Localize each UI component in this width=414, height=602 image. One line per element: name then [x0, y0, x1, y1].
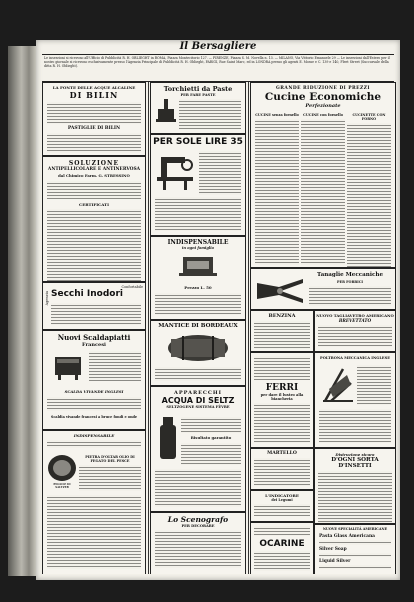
ferri-text: [254, 403, 310, 443]
bilin-text: [47, 102, 141, 124]
column-divider-1: [148, 82, 149, 574]
poltrona-ad: [314, 352, 396, 448]
certificati-heading: CERTIFICATI: [79, 202, 109, 207]
sewing-machine-icon: [155, 151, 195, 191]
tagliavetro-heading: NUOVO TAGLIAVETRO AMERICANO: [316, 313, 394, 318]
ocarine-top-text: [254, 526, 310, 536]
risultato-label: Risultato garantito: [190, 435, 232, 440]
poltrona-side-text: [357, 365, 391, 405]
cucine-column-a: [255, 113, 299, 265]
bilin-name: DI BILIN: [69, 90, 119, 100]
ocarine-ad: [250, 522, 314, 574]
indispensabile-subheading: in ogni famiglia: [182, 246, 214, 250]
tanaglie-text: [309, 286, 391, 306]
sole-35-heading: PER SOLE LIRE 35: [153, 137, 243, 147]
apparecchi-heading: APPARECCHI: [174, 390, 222, 396]
distruzione-heading: Distruzione sicura: [335, 452, 375, 457]
martello-ad: [250, 448, 314, 490]
pastiglie-text: [47, 133, 141, 153]
dei-legumi-label: dei Legumi: [271, 498, 293, 502]
certificati-text: [47, 209, 141, 282]
scenografo-heading: Lo Scenografo: [167, 515, 229, 524]
scaldapiatti-ad: [42, 330, 146, 430]
scenografo-text: [155, 530, 241, 568]
deck-chair-icon: [321, 365, 355, 405]
seltz-text: [181, 417, 241, 433]
insetti-ad: [314, 448, 396, 524]
acqua-seltz-heading: ACQUA DI SELTZ: [161, 396, 235, 405]
scalda-vivande-text: [47, 397, 141, 411]
soluzione-text: [47, 181, 141, 199]
cucine-column-c-prices: [347, 123, 391, 268]
scalda-caption: Scaldia vivande francesi a bruce fondi e onde: [50, 415, 138, 419]
pasta-glass-label: Pasta Glass Americana: [319, 534, 376, 539]
scaldapiatti-heading: Nuovi Scaldapiatti: [57, 333, 131, 342]
bellows-barrel-icon: [165, 333, 231, 363]
dish-warmer-illustration-icon: [53, 351, 85, 381]
siphon-bottle-icon: [157, 417, 179, 461]
specialita-heading: NUOVE SPECIALITÀ AMERICANE: [322, 527, 388, 531]
column-left: [42, 82, 146, 574]
scenografo-subheading: PER DECORARE: [181, 524, 215, 528]
martello-heading: MARTELLO: [267, 451, 297, 456]
fegato-ad: [42, 430, 146, 574]
benzina-text: [254, 321, 310, 349]
sole-35-side-text: [199, 151, 241, 195]
ferri-ad: [250, 352, 314, 448]
sole-35-text: [155, 197, 241, 231]
insetti-heading: D'OGNI SORTA D'INSETTI: [331, 457, 379, 469]
liquid-silver-label: Liquid Silver: [319, 559, 351, 564]
portable-stove-icon: [175, 253, 221, 283]
torchietti-subheading: PER FARE PASTE: [180, 93, 216, 97]
insetti-text: [318, 471, 392, 523]
tagliavetro-ad: [314, 310, 396, 352]
ocarine-text: [254, 551, 310, 571]
indicatore-ad: [250, 490, 314, 522]
bilin-heading: LA FONTE DELLE ACQUE ALCALINE: [52, 85, 136, 90]
riduzione-heading: GRANDE RIDUZIONE DI PREZZI: [276, 86, 370, 91]
fegato-intro-text: [47, 440, 141, 448]
cucine-subheading: Perfezionate: [305, 103, 341, 109]
tanaglie-ad: [250, 268, 396, 310]
pillole-badge-label: PILLOLE DI SALTZER: [53, 483, 71, 489]
poltrona-heading: POLTRONA MECCANICA INGLESE: [320, 356, 390, 360]
torchietti-ad: [150, 82, 246, 134]
cucine-column-a-prices: [255, 119, 299, 265]
cucine-ad: [250, 82, 396, 268]
scaldapiatti-text: [89, 351, 141, 381]
silver-soap-text: [319, 553, 391, 557]
book-binding: [8, 46, 38, 576]
masthead: Il Bersagliere: [179, 41, 257, 52]
indispensabile-price: Prezzo L. 50: [184, 285, 212, 290]
soluzione-ad: [42, 156, 146, 282]
soluzione-subheading: ANTIPELLICOLARE E ANTINERVOSA: [47, 167, 141, 172]
secchi-tag: Confortabile: [121, 285, 143, 289]
torchietti-price-list: [179, 99, 241, 129]
scenografo-ad: [150, 512, 246, 574]
pliers-icon: [255, 275, 305, 305]
pillole-seal-icon: [47, 453, 77, 483]
indispensabile-text: [155, 293, 241, 315]
pasta-press-icon: [155, 99, 177, 127]
indicatore-heading: L'INDICATORE: [265, 493, 299, 498]
soluzione-author: dal Chimico Farm. G. STRESSINO: [58, 173, 130, 178]
martello-text: [254, 458, 310, 486]
seltz-ad: [150, 386, 246, 512]
silver-soap-label: Silver Soap: [319, 547, 347, 552]
fegato-heading: PIETRA D'OLTAR OLIO DI FEGATO DEL PESCE: [85, 455, 135, 463]
cucine-column-a-heading: CUCINE senza fornello: [255, 113, 299, 117]
brevettato-label: BREVETTATO: [338, 318, 372, 323]
cucine-column-b: [301, 113, 345, 265]
torchietti-heading: Torchietti da Paste: [163, 85, 233, 93]
indispensabile-small-heading: INDISPENSABILE: [73, 433, 115, 438]
ferri-top-text: [254, 356, 310, 380]
mantice-text: [155, 367, 241, 381]
indispensabile-heading: INDISPENSABILE: [167, 239, 229, 246]
secchi-text: [51, 303, 141, 325]
ferri-subheading: per dare il lustro alla biancheria: [260, 393, 304, 401]
masthead-rule: [42, 54, 394, 55]
tanaglie-heading: Tanaglie Meccaniche: [316, 272, 384, 278]
insertions-notice: Le inserzioni si ricevono all'Ufficio di Pubblicità R. H. OBLIEGHT in ROMA, Piazza Montecitorio 127. — FIRENZE, Piazza S. M. Novella n. 13. — MILANO, Via Vittorio Emanuele 29 — Le inserzioni dall'Estero per il nostro giornale si ricevono esclusivamente presso l'Agenzia Principale di Pubblicità R. H. Oblieght, PARIGI, Rue Saint Marc, ed in LONDRA presso gli agenti E. Mosse e C. 139 e 140, Fleet Street (Succursale della ditta R. H. Oblieght).: [44, 56, 390, 68]
seltz-price-list: [181, 443, 241, 465]
secchi-brand: Secchi Inodori: [51, 289, 123, 299]
cucine-column-c-heading: CUCINETTE CON FORNO: [352, 113, 386, 121]
pastiglie-heading: PASTIGLIE DI BILIN: [67, 126, 121, 131]
liquid-silver-text: [319, 565, 391, 569]
column-right: [250, 82, 396, 574]
column-divider-2: [248, 82, 249, 574]
secchi-ad: [42, 282, 146, 330]
column-middle: [150, 82, 246, 574]
scaldapiatti-subheading: Francesi: [82, 342, 106, 348]
fegato-text: [47, 495, 141, 569]
indispensabile-ad: [150, 236, 246, 320]
mantice-heading: MANTICE DI BORDEAUX: [158, 323, 238, 329]
cucine-heading: Cucine Economiche: [264, 91, 382, 103]
ferri-heading: FERRI: [265, 383, 299, 393]
cucine-column-b-heading: CUCINE con fornello: [303, 113, 343, 117]
cucine-column-b-prices: [301, 119, 345, 265]
benzina-heading: BENZINA: [268, 313, 296, 319]
pasta-glass-text: [319, 540, 391, 545]
cucine-column-c: [347, 113, 391, 268]
newspaper-page: [36, 40, 400, 580]
benzina-ad: [250, 310, 314, 352]
scalda-vivande-heading: SCALDA VIVANDE INGLESI: [64, 389, 124, 394]
tanaglie-subheading: PER FORBICI: [336, 280, 364, 284]
seltzogene-subheading: SELTZOGENE SISTEMA FÈVRE: [166, 405, 230, 409]
indicatore-text: [254, 504, 310, 516]
poltrona-text: [319, 409, 391, 443]
tagliavetro-text: [318, 325, 392, 347]
mantice-ad: [150, 320, 246, 386]
sole-35-ad: [150, 134, 246, 236]
secchi-side-label: Agenzia: [45, 291, 49, 306]
seltz-body-text: [155, 469, 241, 507]
soluzione-heading: SOLUZIONE: [68, 160, 120, 167]
bilin-ad: [42, 82, 146, 156]
specialita-ad: [314, 524, 396, 574]
ocarine-heading: OCARINE: [259, 539, 305, 549]
fegato-side-text: [79, 465, 141, 491]
